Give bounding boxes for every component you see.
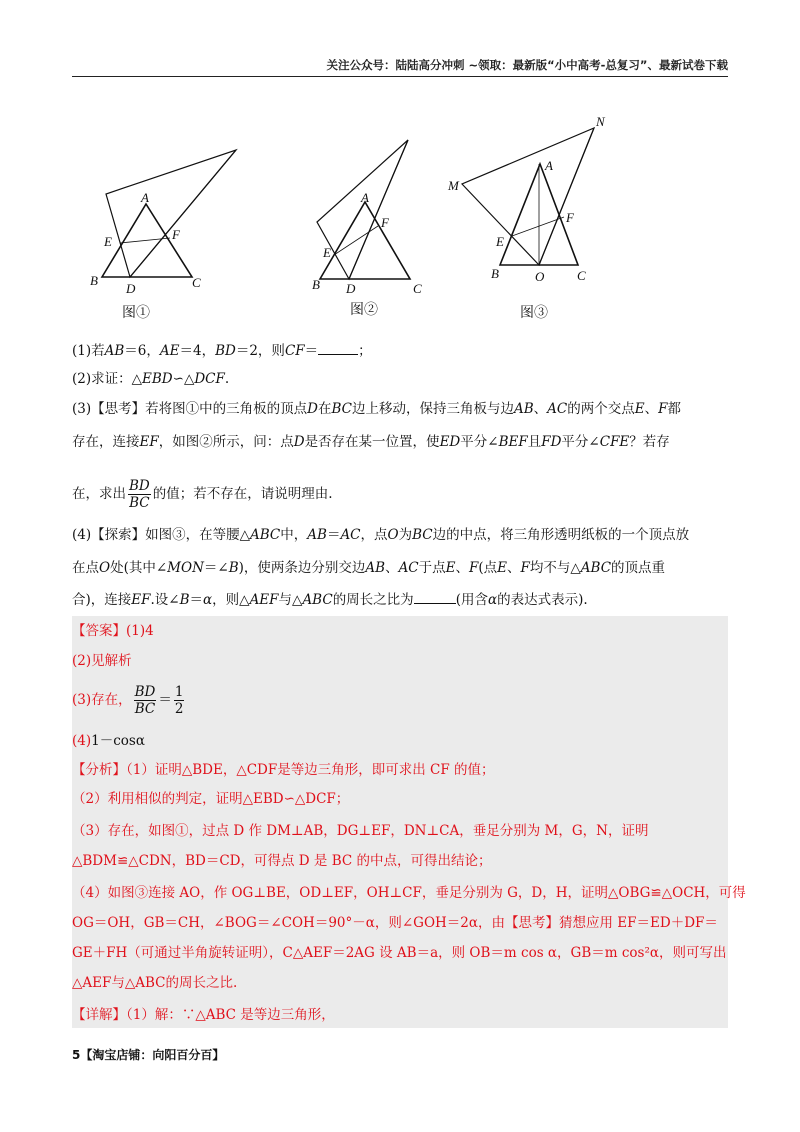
fig1-label-D: D <box>126 281 136 296</box>
answer-line-2: (2)见解析 <box>72 653 132 669</box>
fig2-caption: 图② <box>350 303 378 318</box>
question-4-line-1: (4)【探索】如图③，在等腰△ABC中，AB＝AC，点O为BC边的中点，将三角形透明纸板的一个顶点放 <box>72 527 690 543</box>
fig1-label-A: A <box>141 190 149 205</box>
answer-blank-4 <box>414 589 456 604</box>
detail-line-1: 【详解】（1）解：∵△ABC 是等边三角形， <box>72 1007 335 1023</box>
analysis-line-7: GE＋FH（可通过半角旋转证明），C△AEF＝2AG 设 AB＝a，则 OB＝m cos α，GB＝m cos²α，则可写出 <box>72 945 727 961</box>
fig1-label-C: C <box>192 275 201 290</box>
analysis-line-4: △BDM≌△CDN，BD＝CD，可得点 D 是 BC 的中点，可得出结论； <box>72 853 492 869</box>
question-3-line-3: 在，求出 $\frac{BD}{BC}$ 的值；若不存在，请说明理由. <box>72 478 333 511</box>
fig3-caption: 图③ <box>520 306 548 321</box>
figure-2 <box>312 140 422 318</box>
fig2-label-A: A <box>361 190 369 205</box>
solution-panel <box>72 616 746 1028</box>
analysis-line-8: △AEF与△ABC的周长之比. <box>72 975 238 991</box>
fig1-label-E: E <box>104 234 112 249</box>
fig1-label-B: B <box>90 273 98 288</box>
question-3-line-2: 存在，连接EF，如图②所示，问：点D是否存在某一位置，使ED平分∠BEF且FD平分∠CFE？若存 <box>72 434 670 450</box>
answer-fraction-bd-bc: $\frac{BD}{BC}$ <box>134 684 156 717</box>
question-4-line-3: 合)，连接EF.设∠B＝α，则△AEF与△ABC的周长之比为 (用含α的表达式表示). <box>72 589 728 611</box>
page-footer <box>72 1046 224 1063</box>
fig1-caption: 图① <box>122 306 150 321</box>
fig3-label-F: F <box>566 210 574 225</box>
fig2-label-E: E <box>323 245 331 260</box>
fig3-label-M: M <box>448 178 459 193</box>
question-2: (2)求证：△EBD∽△DCF. <box>72 371 230 387</box>
fig2-label-B: B <box>312 277 320 292</box>
fig2-label-D: D <box>346 281 356 296</box>
answer-blank-1 <box>318 340 358 355</box>
figures-row <box>72 112 728 327</box>
geometry-figures <box>72 112 728 327</box>
analysis-line-6: OG＝OH，GB＝CH，∠BOG＝∠COH＝90°－α，则∠GOH＝2α，由【思考】猜想应用 EF＝ED＋DF＝ <box>72 915 718 931</box>
footer-text: 5【淘宝店铺：向阳百分百】 <box>72 1048 225 1062</box>
question-1: (1)若AB＝6，AE＝4，BD＝2，则CF＝ ； <box>72 340 728 362</box>
answer-line-1: 【答案】(1)4 <box>72 623 154 639</box>
analysis-line-1: 【分析】（1）证明△BDE，△CDF是等边三角形，即可求出 CF 的值； <box>72 762 495 778</box>
fig3-label-C: C <box>577 268 586 283</box>
fig2-label-F: F <box>381 215 389 230</box>
analysis-line-2: （2）利用相似的判定，证明△EBD∽△DCF； <box>72 791 350 807</box>
fig3-label-N: N <box>596 114 605 129</box>
fig1-label-F: F <box>172 227 180 242</box>
fig3-label-A: A <box>545 158 553 173</box>
answer-fraction-half: $\frac{1}{2}$ <box>174 684 184 717</box>
answer-line-4: (4)1－cosα <box>72 733 145 749</box>
answer-line-3: (3)存在， $\frac{BD}{BC}$ ＝ $\frac{1}{2}$ <box>72 684 184 717</box>
header-text: 关注公众号：陆陆高分冲刺 ~领取：最新版“小中高考-总复习”、最新试卷下载 <box>326 58 728 72</box>
question-3-line-1: (3)【思考】若将图①中的三角板的顶点D在BC边上移动，保持三角板与边AB、AC的两个交点E、F都 <box>72 401 681 417</box>
figure-1 <box>90 150 236 321</box>
analysis-line-3: （3）存在，如图①，过点 D 作 DM⊥AB，DG⊥EF，DN⊥CA，垂足分别为 M，G，N，证明 <box>72 823 649 839</box>
fraction-bd-bc: $\frac{BD}{BC}$ <box>129 478 150 511</box>
fig3-label-B: B <box>491 266 499 281</box>
question-4-line-2: 在点O处(其中∠MON＝∠B)，使两条边分别交边AB、AC于点E、F(点E、F均不与△ABC的顶点重 <box>72 560 666 576</box>
fig3-label-E: E <box>496 234 504 249</box>
page-header <box>72 58 728 77</box>
analysis-line-5: （4）如图③连接 AO，作 OG⊥BE，OD⊥EF，OH⊥CF，垂足分别为 G，D，H，证明△OBG≌△OCH，可得 <box>72 885 746 901</box>
fig2-label-C: C <box>413 281 422 296</box>
fig3-label-O: O <box>535 269 545 284</box>
figure-3 <box>447 114 606 321</box>
